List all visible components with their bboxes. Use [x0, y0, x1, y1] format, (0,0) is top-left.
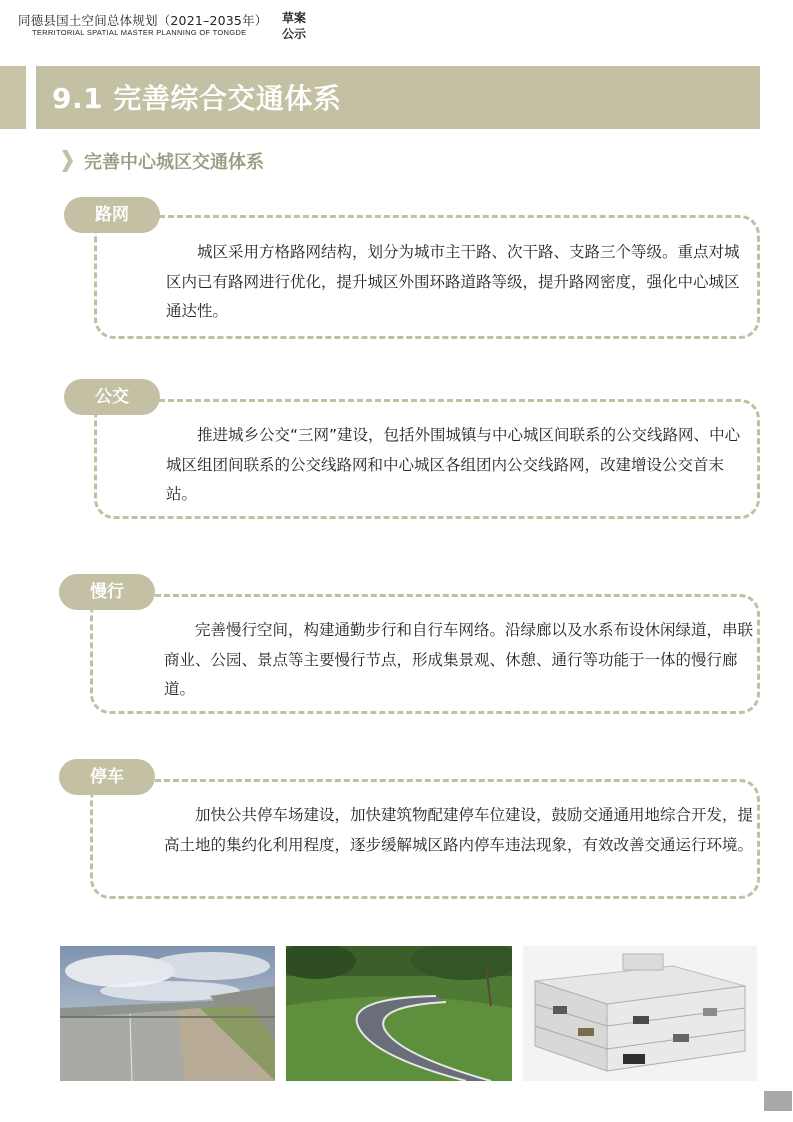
page-corner-marker — [764, 1091, 792, 1111]
slow-traffic-tag: 慢行 — [59, 574, 155, 610]
road-network-text: 城区采用方格路网结构，划分为城市主干路、次干路、支路三个等级。重点对城区内已有路网进行优化，提升城区外围环路道路等级，提升路网密度，强化中心城区通达性。 — [166, 243, 740, 320]
chevron-right-icon — [60, 148, 74, 174]
greenway-photo — [286, 946, 512, 1081]
road-network-tag: 路网 — [64, 197, 160, 233]
banner-side-block — [0, 66, 26, 129]
slow-traffic-text: 完善慢行空间，构建通勤步行和自行车网络。沿绿廊以及水系布设休闲绿道，串联商业、公园、景点等主要慢行节点，形成集景观、休憩、通行等功能于一体的慢行廊道。 — [164, 621, 754, 698]
section-title: 9.1 完善综合交通体系 — [52, 82, 342, 115]
parking-building-photo — [523, 946, 757, 1081]
public-transit-text: 推进城乡公交“三网”建设，包括外围城镇与中心城区间联系的公交线路网、中心城区组团间联系的公交线路网和中心城区各组团内公交线路网，改建增设公交首末站。 — [166, 426, 741, 503]
parking-text: 加快公共停车场建设，加快建筑物配建停车位建设，鼓励交通通用地综合开发，提高土地的集约化利用程度，逐步缓解城区路内停车违法现象，有效改善交通运行环境。 — [164, 806, 754, 854]
publicity-label: 公示 — [282, 27, 307, 41]
public-transit-tag: 公交 — [64, 379, 160, 415]
parking-tag: 停车 — [59, 759, 155, 795]
document-subtitle: TERRITORIAL SPATIAL MASTER PLANNING OF TONGDE — [32, 28, 247, 37]
document-title: 同德县国土空间总体规划（2021–2035年） — [18, 13, 268, 28]
road-photo — [60, 946, 275, 1081]
subsection-title: 完善中心城区交通体系 — [84, 152, 264, 173]
draft-label: 草案 — [282, 11, 307, 25]
